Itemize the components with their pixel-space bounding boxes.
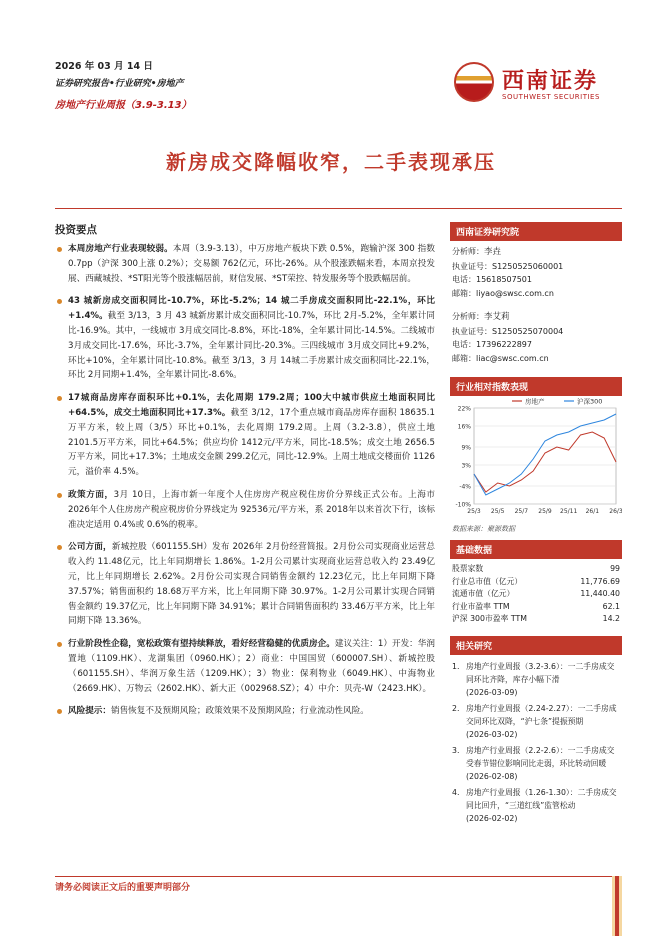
related-date: (2026-03-09) <box>466 687 518 697</box>
x-tick-label: 25/11 <box>560 508 578 515</box>
logo-name-cn: 西南证券 <box>502 68 599 94</box>
y-tick-label: -4% <box>459 483 471 491</box>
analyst-role: 分析师： <box>452 312 484 321</box>
related-header: 相关研究 <box>450 636 622 655</box>
basic-data-header: 基础数据 <box>450 540 622 559</box>
bullet-recommendation <box>55 637 435 696</box>
bullet-company <box>55 540 435 629</box>
basic-value: 11,776.69 <box>580 576 620 586</box>
cert-number: S1250525070004 <box>492 326 564 336</box>
x-tick-label: 25/7 <box>514 508 529 515</box>
related-num: 3. <box>452 745 460 755</box>
bullet-lead: 本周房地产行业表现较弱。 <box>68 244 173 254</box>
basic-data-row <box>450 613 622 626</box>
bullet-body: 销售恢复不及预期风险；政策效果不及预期风险；行业流动性风险。 <box>110 706 369 717</box>
report-date: 2026 年 03 月 14 日 <box>55 61 153 72</box>
chart-source: 数据来源：聚源数据 <box>452 525 515 533</box>
company-logo <box>454 60 614 110</box>
bullet-lead: 公司方面， <box>68 542 112 553</box>
related-title: 房地产行业周报（3.2-3.6）：一二手房成交同环比齐降，库存小幅下滑 <box>466 661 615 684</box>
phone-number: 17396222897 <box>476 340 532 349</box>
related-title: 房地产行业周报（1.26-1.30）：二手房成交同比回升，“三道红线”监管松动 <box>466 787 617 810</box>
x-tick-label: 25/5 <box>490 508 505 515</box>
x-tick-label: 26/1 <box>585 508 600 515</box>
bullet-market <box>55 242 435 286</box>
related-item[interactable] <box>450 660 622 699</box>
bullet-transactions <box>55 294 435 383</box>
x-tick-label: 25/9 <box>538 508 552 515</box>
bullet-body: 本周（3.9-3.13），中万房地产板块下跌 0.5%，跑输沪深 300 指数 0.7pp（沪深 300上涨 0.2%）；交易额 762亿元，环比-26%。从个股涨跌幅来看，本周京投发展、西藏城投、*ST阳光等个股涨幅居前，财信发展、*ST荣控、特发服务等个股跌幅居前。 <box>68 244 435 284</box>
analyst-role: 分析师： <box>452 247 484 256</box>
section-heading: 投资要点 <box>55 224 97 236</box>
chart-svg <box>450 396 622 521</box>
basic-data-row <box>450 576 622 589</box>
title-divider <box>55 208 622 209</box>
sidebar <box>450 222 622 828</box>
basic-data-row <box>450 588 622 601</box>
phone-number: 15618507501 <box>476 275 532 284</box>
email-link[interactable]: liac@swsc.com.cn <box>476 353 549 363</box>
related-title: 房地产行业周报（2.24-2.27）：一二手房成交同环比双降，“沪七条”提振预期 <box>466 703 617 726</box>
related-num: 2. <box>452 703 460 713</box>
x-tick-label: 25/3 <box>467 508 481 515</box>
related-num: 4. <box>452 787 460 797</box>
bullet-body: 截至 3/13，3 月 43 城新房累计成交面积同比-10.7%，环比 2月-5.2%，全年累计同比-16.9%。其中，一线城市 3月成交同比-8.8%，环比-18%，全年累计同比-14.5%。二线城市 3月成交同比-17.6%，环比-3.7%，全年累计同比-20.3%。三四线城市 3月成交同比+9.2%，环比+10%，全年累计同比-10.8%。截至 3/13，3 月 14城二手房累计成交面积同比-22.1%，环比 2月同期+1.4%，全年累计同比-8.6%。 <box>68 311 435 381</box>
y-tick-label: 22% <box>457 405 471 413</box>
analyst-name: 李垚 <box>484 247 502 257</box>
related-date: (2026-03-02) <box>466 729 518 739</box>
cert-number: S1250525060001 <box>492 261 564 271</box>
related-list <box>450 655 622 825</box>
bullet-lead: 政策方面， <box>68 489 114 500</box>
report-category: 证券研究报告•行业研究•房地产 <box>55 79 184 89</box>
cert-label: 执业证号： <box>452 326 492 336</box>
analyst-name: 李艾莉 <box>484 312 510 322</box>
basic-label: 股票家数 <box>452 564 484 573</box>
related-item[interactable] <box>450 744 622 783</box>
institute-header: 西南证券研究院 <box>450 222 622 241</box>
phone-label: 电话： <box>452 340 476 349</box>
basic-label: 沪深 300市盈率 TTM <box>452 614 527 624</box>
basic-data-table <box>450 559 622 626</box>
basic-value: 62.1 <box>602 601 620 611</box>
page-title: 新房成交降幅收窄，二手表现承压 <box>166 150 496 174</box>
basic-label: 行业市盈率 TTM <box>452 601 510 611</box>
bullet-inventory <box>55 391 435 480</box>
related-item[interactable] <box>450 786 622 825</box>
bullet-lead: 行业阶段性企稳，宽松政策有望持续释放，看好经营稳健的优质房企。 <box>68 639 335 650</box>
footer-divider <box>55 876 622 877</box>
basic-value: 14.2 <box>602 614 620 624</box>
related-date: (2026-02-02) <box>466 813 518 823</box>
legend-label: 房地产 <box>525 397 545 406</box>
bullet-lead: 风险提示： <box>68 706 111 717</box>
analyst-card <box>450 300 622 365</box>
bullet-lead: 43 城新房成交面积同比-10.7%，环比-5.2%；14 城二手房成交面积同比-22.1%，环比+1.4%。 <box>68 296 435 322</box>
basic-data-row <box>450 563 622 576</box>
x-tick-label: 26/3 <box>609 508 622 515</box>
bullet-body: 建议关注：1）开发：华润置地（1109.HK）、龙湖集团（0960.HK）；2）商业：中国国贸（600007.SH）、新城控股（601155.SH）、华润万象生活（1209.HK）；3）物业：保利物业（6049.HK）、中海物业（2669.HK）、万物云（2602.HK）、新大正（002968.SZ）；4）中介：贝壳-W（2423.HK）。 <box>68 639 435 694</box>
y-tick-label: 16% <box>457 423 471 431</box>
investment-points <box>55 242 435 727</box>
legend-label: 沪深300 <box>577 397 603 406</box>
relative-index-chart <box>450 396 622 521</box>
y-tick-label: -10% <box>455 501 471 509</box>
email-label: 邮箱： <box>452 353 476 363</box>
basic-value: 99 <box>610 564 620 573</box>
related-date: (2026-02-08) <box>466 771 518 781</box>
bullet-policy <box>55 488 435 532</box>
report-series: 房地产行业周报（3.9-3.13） <box>55 100 192 111</box>
email-link[interactable]: liyao@swsc.com.cn <box>476 288 554 298</box>
related-item[interactable] <box>450 702 622 741</box>
logo-emblem-icon <box>454 62 494 102</box>
related-title: 房地产行业周报（2.2-2.6）：一二手房成交受春节错位影响同比走弱，环比转动回暖 <box>466 745 615 768</box>
analyst-card <box>450 241 622 300</box>
bullet-body: 新城控股（601155.SH）发布 2026年 2月份经营简报。2月份公司实现商业运营总收入约 11.48亿元，比上年同期增长 1.86%。1-2月公司累计实现商业运营总收入约 23.49亿元，比上年同期增长 2.62%。2月份公司实现合同销售金额约 12.23亿元，比上年同期下降 37.57%；销售面积约 18.68万平方米，比上年同期下降 30.97%。1-2月公司累计实现合同销售金额约 19.37亿元，比上年同期下降 34.91%；累计合同销售面积约 33.46万平方米，比上年同期下降 13.36%。 <box>68 542 435 627</box>
chart-header: 行业相对指数表现 <box>450 377 622 396</box>
cert-label: 执业证号： <box>452 261 492 271</box>
bullet-lead: 17城商品房库存面积环比+0.1%，去化周期 179.2周；100大中城市供应土地面积同比+64.5%，成交土地面积同比+17.3%。 <box>68 393 435 418</box>
logo-name-en: SOUTHWEST SECURITIES <box>502 93 600 101</box>
disclaimer-note: 请务必阅读正文后的重要声明部分 <box>55 883 191 893</box>
phone-label: 电话： <box>452 275 476 284</box>
basic-label: 流通市值（亿元） <box>452 589 515 599</box>
basic-value: 11,440.40 <box>580 589 620 599</box>
email-label: 邮箱： <box>452 288 476 298</box>
y-tick-label: 3% <box>461 462 471 470</box>
footer-stripe-icon <box>612 876 622 936</box>
basic-data-row <box>450 601 622 614</box>
y-tick-label: 9% <box>461 444 471 452</box>
bullet-body: 3月 10日，上海市新一年度个人住房房产税应税住房价分界线正式公布。上海市 2026年个人住房房产税应税房价分界线定为 92536元/平方米，系 2018年以来首次下行，该标准决定适用 0.4%或 0.6%的税率。 <box>68 489 435 530</box>
related-num: 1. <box>452 661 460 671</box>
bullet-body: 截至 3/12，17个重点城市商品房库存面积 18635.1万平方米，较上周（3/5）环比+0.1%，去化周期 179.2周。上周（3.2-3.8），供应土地 2101.5万平方米，同比+64.5%；供应均价 1412元/平方米，同比-18.5%；成交土地 2656.5万平方米，同比+17.3%；土地成交金额 299.2亿元，同比-12.9%。上周土地成交楼面价 1126元，溢价率 4.5%。 <box>68 407 435 478</box>
basic-label: 行业总市值（亿元） <box>452 576 523 586</box>
bullet-risk <box>55 704 435 719</box>
